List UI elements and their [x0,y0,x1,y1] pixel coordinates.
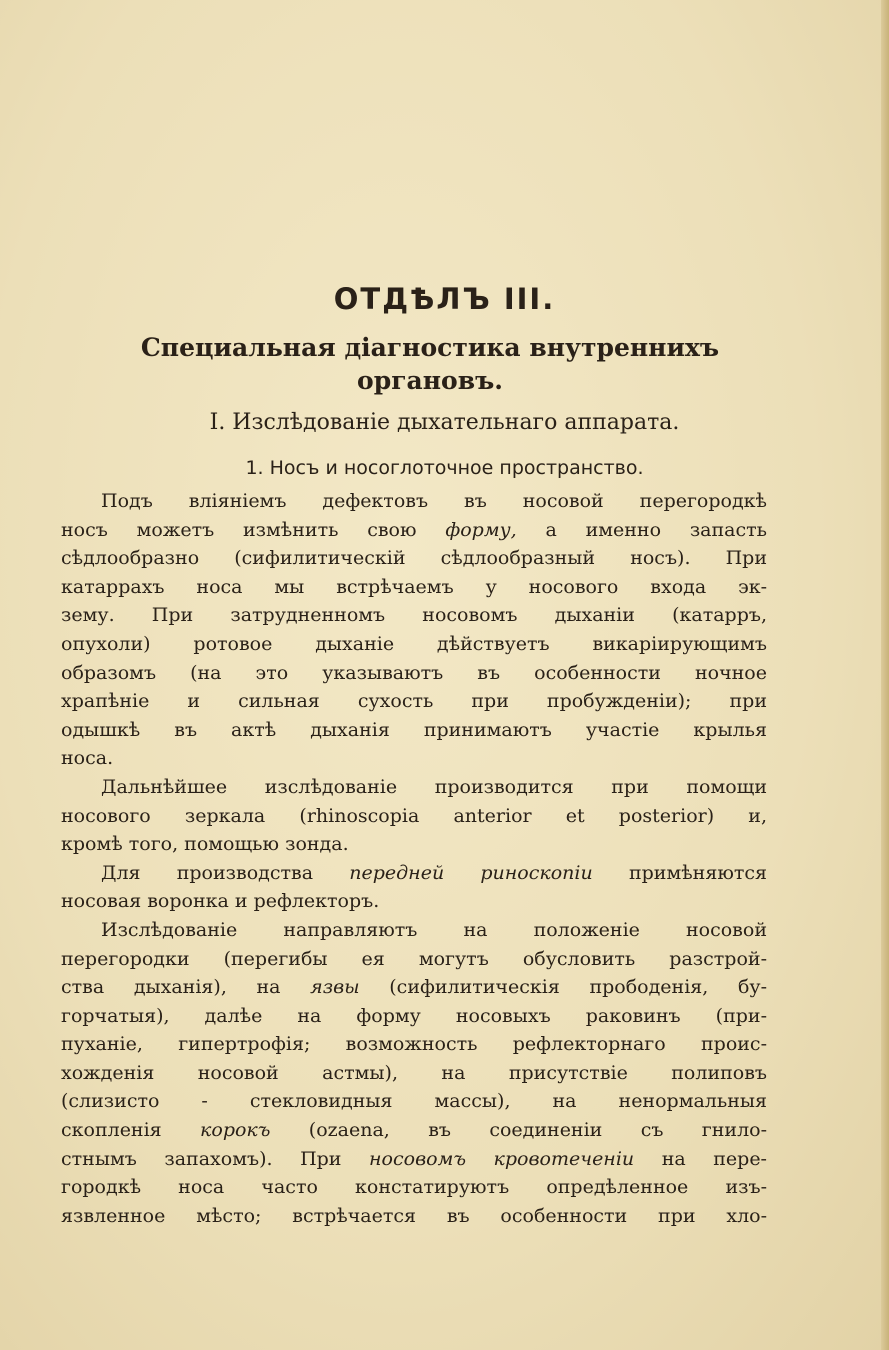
emphasis-text: корокъ [200,1119,271,1142]
text-line [61,716,767,745]
text-line [61,1145,767,1174]
text-line [61,630,767,659]
text-line [61,544,767,573]
text-run: язвленное мѣсто; встрѣчается въ особенности при хло- [61,1204,767,1227]
text-line [61,573,767,602]
text-run: зему. При затрудненномъ носовомъ дыханіи (катарръ, [61,604,767,627]
text-run: примѣняются [592,861,768,884]
text-run: кромѣ того, помощью зонда. [61,833,349,856]
text-run: перегородки (перегибы ея могутъ обусловить разстрой- [61,947,767,970]
text-line [61,1116,767,1145]
emphasis-text: язвы [310,976,360,999]
text-line [61,945,767,974]
text-run: Для производства [101,861,350,884]
text-run: горчатыя), далѣе на форму носовыхъ раковинъ (при- [61,1004,767,1027]
text-run: образомъ (на это указываютъ въ особенности ночное [61,661,767,684]
text-run: городкѣ носа часто констатируютъ опредѣленное изъ- [61,1176,767,1199]
text-line [61,516,767,545]
text-line [61,830,767,859]
text-run: Подъ вліяніемъ дефектовъ въ носовой перегородкѣ [101,490,767,512]
emphasis-text: форму, [445,518,517,541]
text-line [61,773,767,802]
text-run: (слизисто - стекловидныя массы), на ненормальныя [61,1090,767,1113]
text-run: Изслѣдованіе направляютъ на положеніе носовой [101,918,767,941]
text-run: на пере- [634,1147,767,1170]
page-edge [881,0,889,1350]
text-run: носовая воронка и рефлекторъ. [61,890,380,913]
text-run: катаррахъ носа мы встрѣчаемъ у носового входа эк- [61,575,767,598]
text-run: Дальнѣйшее изслѣдованіе производится при помощи [101,775,767,798]
text-line [61,973,767,1002]
text-run: (ozaena, въ соединеніи съ гнило- [270,1119,767,1142]
text-run: а именно запасть [516,518,768,541]
emphasis-text: передней риноскопіи [349,861,593,884]
text-run: носового зеркала (rhinoscopia anterior et posterior) и, [61,804,767,827]
body-text [61,487,767,1230]
text-line [61,887,767,916]
section-title: ОТДѢЛЪ III. [333,282,556,316]
text-line [61,1173,767,1202]
text-line [61,859,767,888]
text-run: одышкѣ въ актѣ дыханія принимаютъ участіе крылья [61,718,767,741]
text-run: сѣдлообразно (сифилитическій сѣдлообразный носъ). При [61,547,767,570]
chapter-title: 1. Носъ и носоглоточное пространство. [245,457,644,479]
text-line [61,916,767,945]
text-line [61,487,767,516]
text-line [61,601,767,630]
text-run: пуханіе, гипертрофія; возможность рефлекторнаго проис- [61,1033,767,1056]
text-line [61,1087,767,1116]
text-line [61,802,767,831]
text-run: опухоли) ротовое дыханіе дѣйствуетъ викаріирующимъ [61,632,767,655]
text-run: ства дыханія), на [61,976,311,999]
text-run: стнымъ запахомъ). При [61,1147,370,1170]
emphasis-text: носовомъ кровотеченіи [369,1147,635,1170]
text-line [61,1059,767,1088]
text-run: храпѣніе и сильная сухость при пробужденіи); при [61,690,767,713]
text-line [61,1202,767,1231]
text-line [61,687,767,716]
text-line [61,659,767,688]
text-run: скопленія [61,1119,201,1142]
text-run: (сифилитическія прободенія, бу- [359,976,767,999]
text-run: хожденія носовой астмы), на присутствіе полиповъ [61,1061,767,1084]
text-line [61,744,767,773]
text-run: носъ можетъ измѣнить свою [61,518,446,541]
section-subtitle: Специальная діагностика внутреннихъ органовъ. [140,333,720,395]
part-title: I. Изслѣдованіе дыхательнаго аппарата. [209,410,680,435]
text-run: носа. [61,747,114,770]
text-line [61,1030,767,1059]
text-line [61,1002,767,1031]
